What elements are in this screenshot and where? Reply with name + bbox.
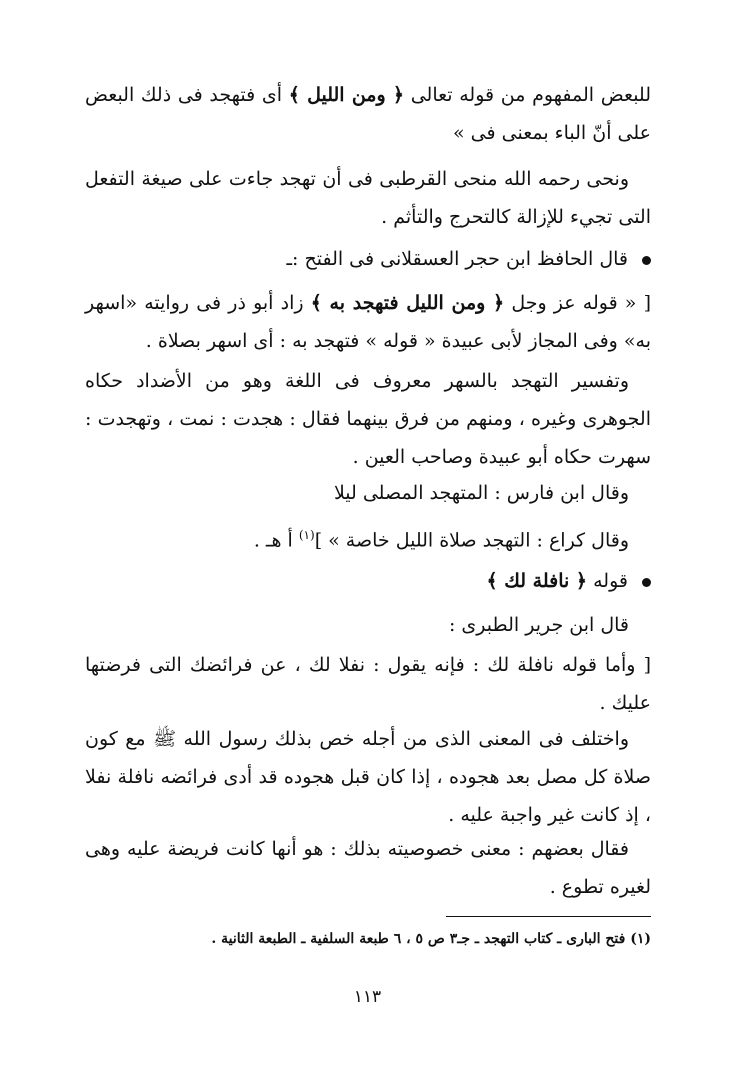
paragraph-1 [85, 76, 651, 152]
paragraph-3-text: قال الحافظ ابن حجر العسقلانى فى الفتح :ـ [286, 248, 628, 270]
paragraph-3-block [85, 240, 651, 278]
paragraph-12-block [85, 830, 651, 906]
paragraph-4-text-a: [ « قوله عز وجل [504, 292, 651, 314]
paragraph-3 [85, 240, 651, 278]
footnote-divider [446, 916, 651, 917]
paragraph-6: وقال ابن فارس : المتهجد المصلى ليلا [333, 482, 629, 504]
paragraph-2-block [85, 160, 651, 236]
paragraph-9-block [85, 606, 651, 644]
paragraph-8 [85, 562, 651, 600]
quran-quote: ﴿ ومن الليل ﴾ [288, 84, 405, 106]
paragraph-6-block [85, 474, 651, 512]
quran-quote: ﴿ ومن الليل فتهجد به ﴾ [310, 292, 505, 314]
paragraph-11: واختلف فى المعنى الذى من أجله خص بذلك رسول الله ﷺ مع كون صلاة كل مصل بعد هجوده ، إذا كان قبل هجوده قد أدى فرائضه نافلة نفلا ، إذ كانت غير واجبة عليه . [85, 728, 651, 826]
paragraph-4-block [85, 284, 651, 360]
paragraph-5: وتفسير التهجد بالسهر معروف فى اللغة وهو من الأضداد حكاه الجوهرى وغيره ، ومنهم من فرق بينهما فقال : هجدت : نمت ، وتهجدت : سهرت حكاه أبو عبيدة وصاحب العين . [85, 370, 651, 468]
quran-quote: ﴿ نافلة لك ﴾ [486, 570, 588, 592]
paragraph-1-text-c: أى فتهجد فى ذلك البعض على أنّ الباء بمعنى فى » [85, 84, 651, 144]
paragraph-8-text-a: قوله [587, 570, 628, 592]
paragraph-2: ونحى رحمه الله منحى القرطبى فى أن تهجد جاءت على صيغة التفعل التى تجيء للإزالة كالتحرج والتأثم . [85, 168, 651, 228]
paragraph-7-text-a: وقال كراع : التهجد صلاة الليل خاصة » ] [314, 529, 629, 552]
paragraph-7-block [85, 516, 651, 559]
paragraph-5-block [85, 362, 651, 476]
paragraph-10: [ وأما قوله نافلة لك : فإنه يقول : نفلا لك ، عن فرائضك التى فرضتها عليك . [85, 654, 651, 714]
paragraph-4 [85, 284, 651, 360]
paragraph-7-text-c: أ هـ . [253, 529, 299, 552]
page-number: ١١٣ [353, 987, 382, 1007]
main-text [85, 76, 651, 152]
paragraph-1-text-a: للبعض المفهوم من قوله تعالى [404, 84, 652, 106]
paragraph-7 [85, 516, 651, 559]
paragraph-8-block [85, 562, 651, 600]
paragraph-9: قال ابن جرير الطبرى : [448, 614, 629, 636]
paragraph-11-block [85, 720, 651, 834]
paragraph-10-block [85, 646, 651, 722]
footnote: (١) فتح البارى ـ كتاب التهجد ـ جـ٣ ص ٥ ، ٦ طبعة السلفية ـ الطبعة الثانية . [211, 931, 651, 947]
bullet-icon [642, 578, 651, 587]
footnote-marker: (١) [298, 528, 315, 542]
paragraph-12: فقال بعضهم : معنى خصوصيته بذلك : هو أنها كانت فريضة عليه وهى لغيره تطوع . [85, 838, 651, 898]
paragraph-4-text-c: زاد أبو ذر فى روايته «اسهر به» وفى المجاز لأبى عبيدة « قوله » فتهجد به : أى اسهر بصلاة . [85, 292, 651, 352]
bullet-icon [642, 256, 651, 265]
